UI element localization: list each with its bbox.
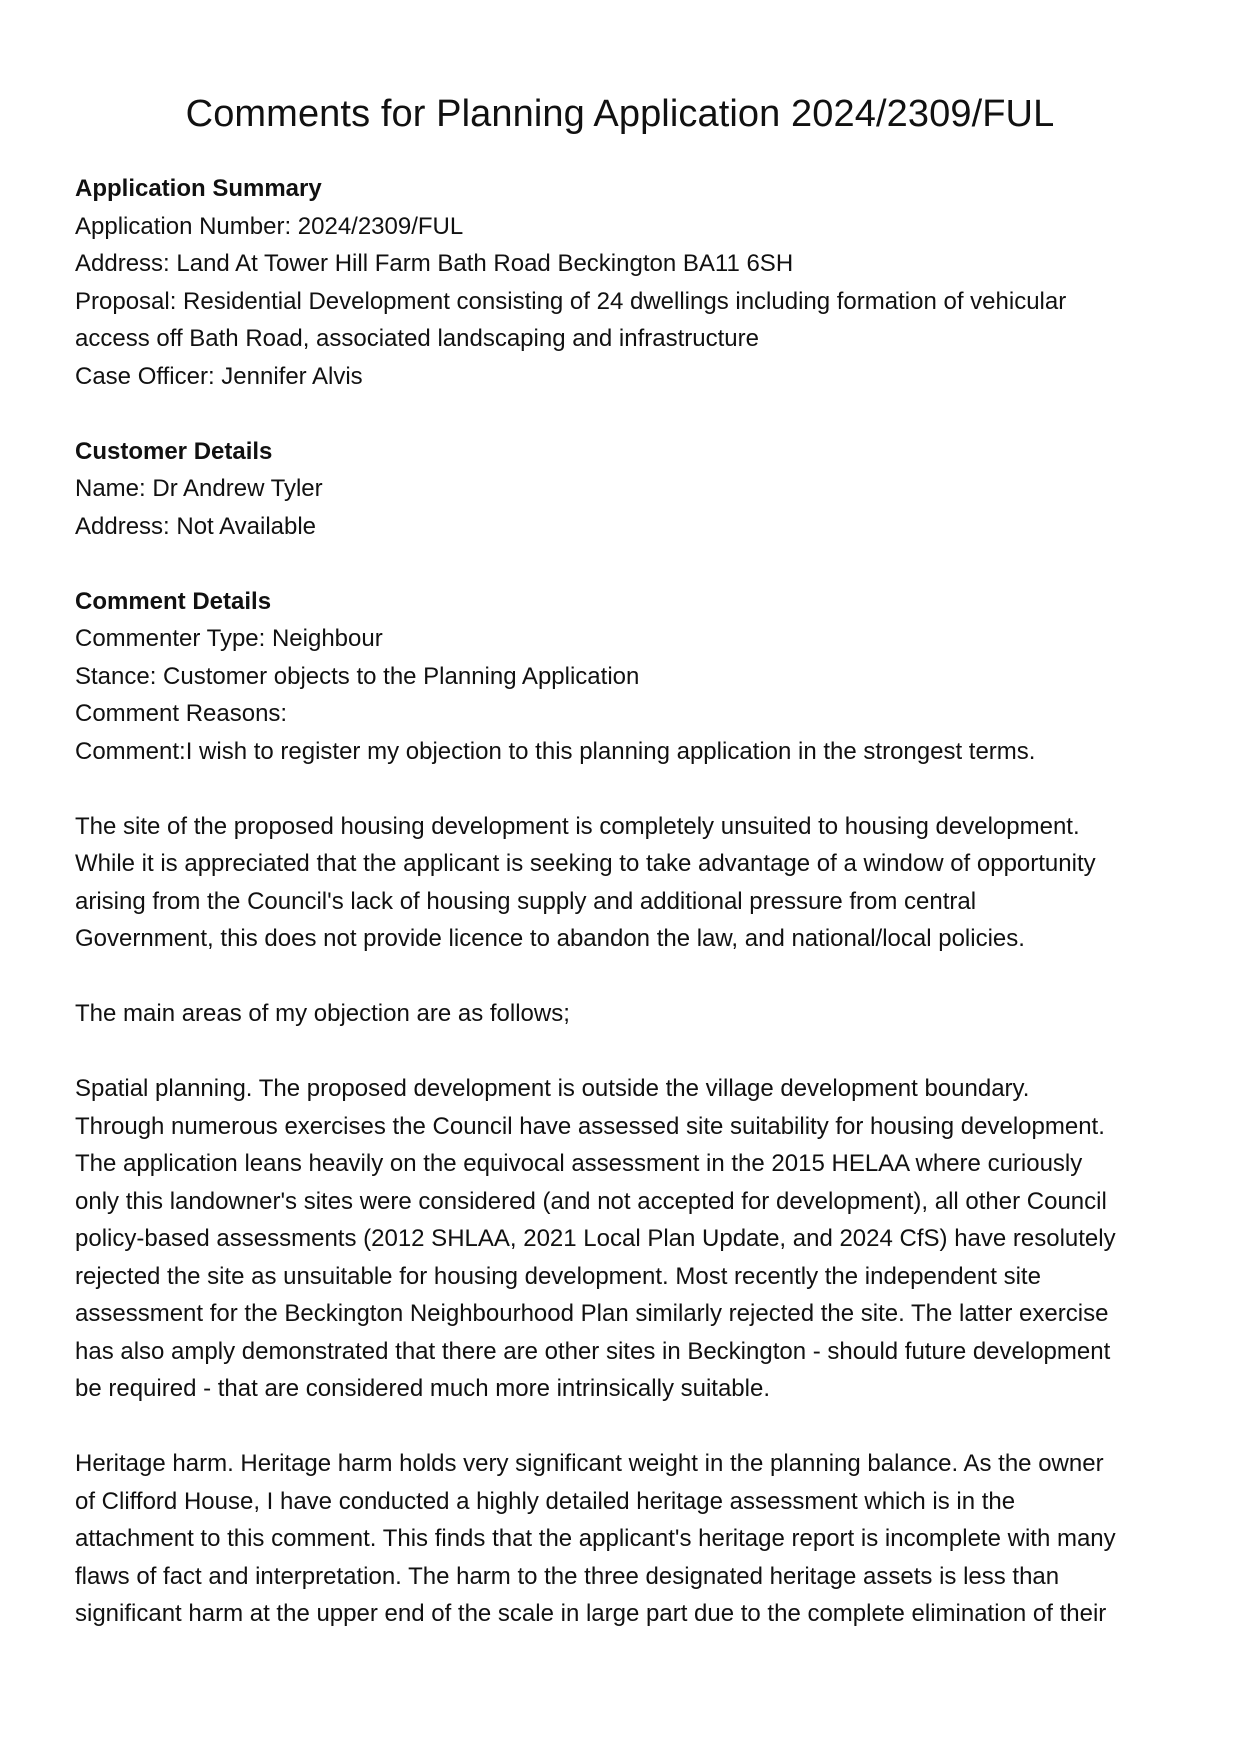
comment-line: rejected the site as unsuitable for housing development. Most recently the independent site [75,1262,1041,1290]
comment-line: arising from the Council's lack of housing supply and additional pressure from central [75,887,977,915]
comment-line: The application leans heavily on the equivocal assessment in the 2015 HELAA where curiously [75,1150,1083,1177]
comment-line: policy-based assessments (2012 SHLAA, 2021 Local Plan Update, and 2024 CfS) have resolutely [75,1225,1116,1252]
page-title: Comments for Planning Application 2024/2309/FUL [185,93,1055,135]
case-officer: Case Officer: Jennifer Alvis [75,362,363,390]
spacer [75,395,1165,433]
comment-line: attachment to this comment. This finds that the applicant's heritage report is incomplete with many [75,1525,1116,1552]
application-address: Address: Land At Tower Hill Farm Bath Road Beckington BA11 6SH [75,250,794,277]
application-summary-section [75,170,1165,395]
proposal-line-1: Proposal: Residential Development consisting of 24 dwellings including formation of vehicular [75,287,1067,315]
comment-line: Through numerous exercises the Council have assessed site suitability for housing development. [75,1112,1105,1140]
proposal-line-2: access off Bath Road, associated landscaping and infrastructure [75,325,759,352]
spacer [75,1033,1165,1071]
comment-body-para-1 [75,808,1165,958]
comment-details-section [75,583,1165,771]
comment-body-para-3 [75,1070,1165,1408]
application-number: Application Number: 2024/2309/FUL [75,212,464,240]
customer-address: Address: Not Available [75,512,317,540]
spacer [75,770,1165,808]
customer-details-heading: Customer Details [75,437,273,465]
comment-body-para-4 [75,1445,1165,1633]
comment-line: Government, this does not provide licence to abandon the law, and national/local policies. [75,925,1025,952]
application-summary-heading: Application Summary [75,175,322,202]
customer-details-section [75,433,1165,546]
customer-name: Name: Dr Andrew Tyler [75,475,323,502]
comment-line: be required - that are considered much more intrinsically suitable. [75,1375,771,1402]
comment-reasons: Comment Reasons: [75,700,288,727]
comment-line: of Clifford House, I have conducted a highly detailed heritage assessment which is in the [75,1487,1016,1515]
comment-line: only this landowner's sites were considered (and not accepted for development), all other Council [75,1187,1107,1215]
spacer [75,958,1165,996]
commenter-type: Commenter Type: Neighbour [75,625,383,652]
comment-line: Heritage harm. Heritage harm holds very significant weight in the planning balance. As the owner [75,1450,1104,1477]
comment-body-para-2 [75,995,1165,1033]
comment-line: The site of the proposed housing development is completely unsuited to housing development. [75,812,1080,840]
comment-line: significant harm at the upper end of the scale in large part due to the complete elimination of their [75,1600,1107,1627]
comment-line: The main areas of my objection are as follows; [75,1000,570,1027]
spacer [75,545,1165,583]
comment-intro: Comment:I wish to register my objection to this planning application in the strongest terms. [75,737,1036,765]
comment-stance: Stance: Customer objects to the Planning Application [75,662,640,690]
comment-details-heading: Comment Details [75,587,272,615]
comment-line: While it is appreciated that the applicant is seeking to take advantage of a window of opportunity [75,850,1096,877]
comment-line: Spatial planning. The proposed development is outside the village development boundary. [75,1075,1030,1102]
spacer [75,1408,1165,1446]
comment-line: has also amply demonstrated that there are other sites in Beckington - should future development [75,1337,1111,1365]
comment-line: flaws of fact and interpretation. The harm to the three designated heritage assets is less than [75,1562,1060,1590]
comment-line: assessment for the Beckington Neighbourhood Plan similarly rejected the site. The latter exercise [75,1300,1109,1327]
